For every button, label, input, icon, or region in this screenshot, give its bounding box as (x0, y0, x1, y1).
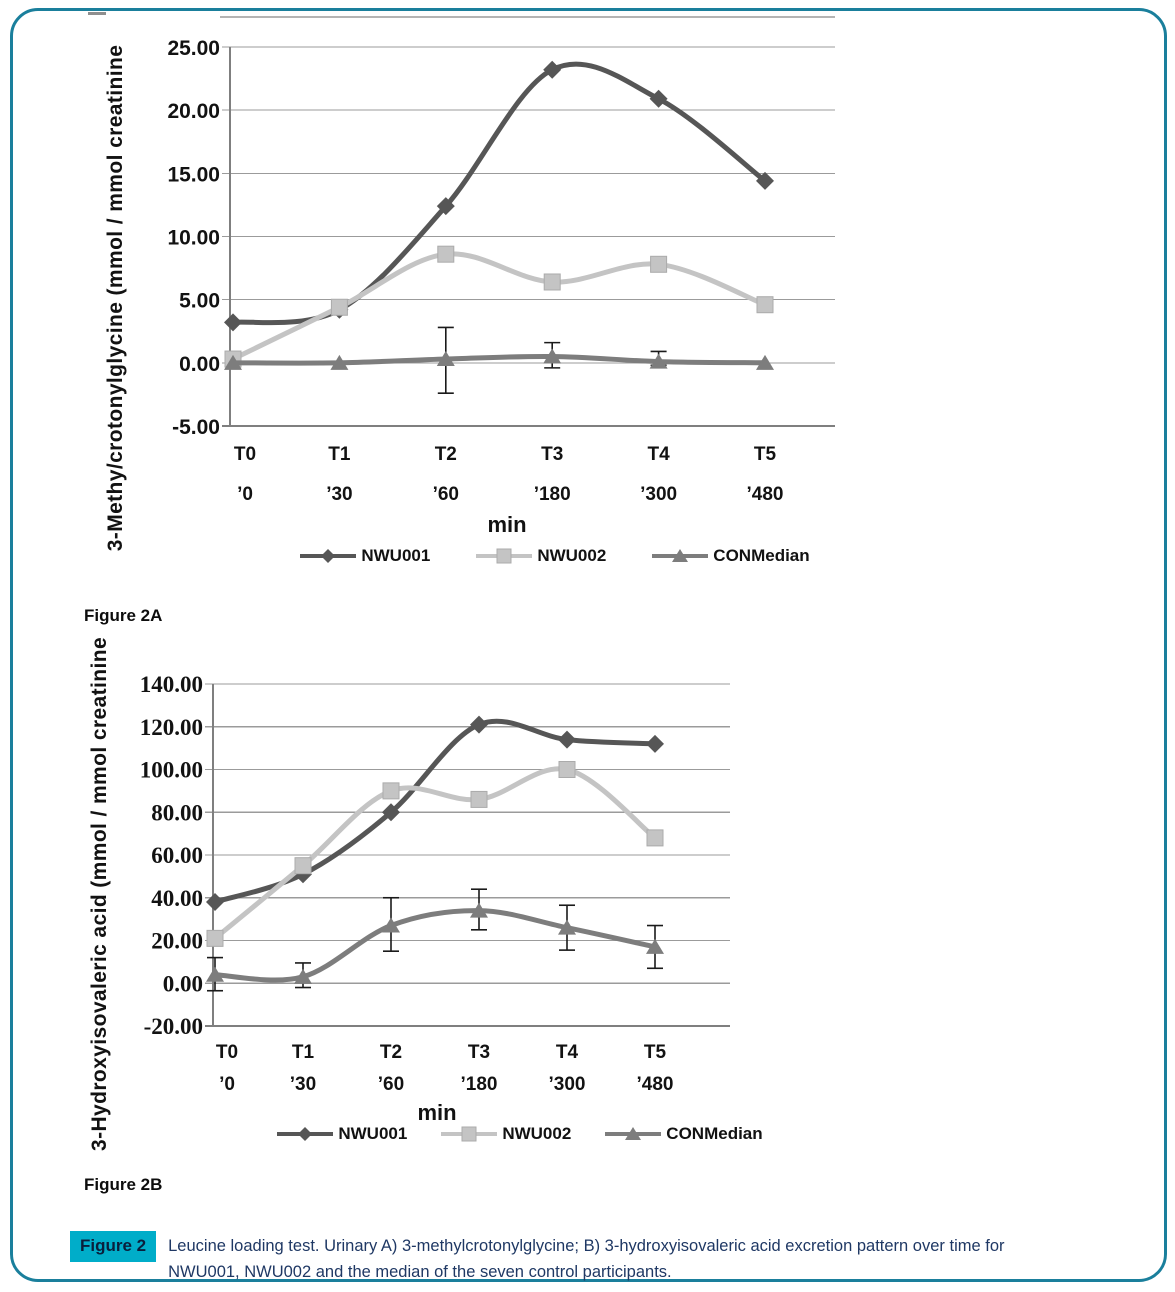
y-tick-labels (140, 672, 203, 1039)
series-line-CONMedian (233, 356, 765, 363)
chart-text: T3 (541, 444, 564, 465)
chart-text: 40.00 (151, 885, 203, 911)
square-marker (383, 783, 399, 799)
series-CONMedian (224, 327, 774, 393)
chart-text: 20.00 (151, 928, 203, 954)
chart-text: ’60 (432, 484, 460, 505)
chart-text: T4 (647, 444, 670, 465)
square-marker (647, 830, 663, 846)
category-labels (216, 1042, 674, 1095)
gridlines (222, 47, 835, 426)
chart-text: T5 (643, 1042, 667, 1063)
figure-2a-chart (104, 17, 835, 551)
figure-caption-text (168, 1231, 1004, 1285)
chart-text: 3-Hydroxyisovaleric acid (mmol / mmol creatinine (88, 636, 111, 1152)
legend-label: NWU002 (502, 1124, 572, 1143)
square-marker (497, 549, 511, 563)
chart-text: -20.00 (143, 1014, 203, 1039)
square-marker (544, 274, 560, 290)
legend-item-CONMedian (605, 1124, 762, 1144)
caption-line-1: Leucine loading test. Urinary A) 3-methylcrotonylglycine; B) 3-hydroxyisovaleric acid excretion pattern over time for (168, 1237, 1005, 1255)
chart-text: ’0 (219, 1074, 235, 1095)
series-NWU002 (225, 246, 773, 367)
square-legend-marker-icon (476, 547, 532, 565)
figure-caption-badge: Figure 2 (70, 1231, 156, 1262)
series-line-NWU001 (233, 64, 765, 323)
chart-text: 0.00 (162, 971, 203, 997)
legend-label: CONMedian (666, 1124, 763, 1143)
square-marker (207, 930, 223, 946)
chart-text: ’480 (746, 484, 784, 505)
chart-text: 60.00 (151, 843, 203, 868)
chart-text: -5.00 (172, 416, 220, 439)
legend-item-NWU001 (277, 1124, 407, 1144)
chart-text: ’30 (326, 484, 353, 505)
legend-item-CONMedian (652, 546, 809, 566)
square-legend-marker-icon (441, 1125, 497, 1143)
square-marker (559, 762, 575, 778)
chart-text: 3-Methy/crotonylglycine (mmol / mmol creatinine (104, 44, 127, 552)
chart-text: 120.00 (139, 714, 203, 740)
chart-text: T2 (379, 1042, 403, 1063)
series-NWU001 (224, 61, 774, 332)
diamond-marker (298, 1127, 312, 1141)
chart-text: ’180 (533, 484, 571, 505)
diamond-marker (224, 313, 242, 331)
square-marker (471, 791, 487, 807)
triangle-legend-marker-icon (605, 1125, 661, 1143)
legend-label: NWU002 (537, 546, 607, 565)
chart-text: T0 (215, 1042, 239, 1063)
diamond-legend-marker-icon (300, 547, 356, 565)
chart-text: T4 (555, 1042, 579, 1063)
figure-2b-legend (240, 1124, 800, 1144)
square-marker (651, 256, 667, 272)
figure-2b-chart (88, 637, 730, 1151)
legend-label: CONMedian (713, 546, 810, 565)
chart-text: min (487, 512, 527, 537)
square-marker (462, 1127, 476, 1141)
chart-text: ’0 (237, 484, 253, 505)
legend-label: NWU001 (338, 1124, 408, 1143)
chart-text: ’30 (289, 1074, 317, 1095)
chart-text: 140.00 (139, 672, 203, 697)
chart-text: min (417, 1100, 457, 1125)
chart-text: ’300 (640, 484, 678, 505)
series-NWU002 (207, 762, 663, 947)
series-NWU001 (206, 716, 664, 911)
chart-text: T0 (233, 444, 257, 465)
square-marker (331, 299, 347, 315)
legend-item-NWU001 (300, 546, 430, 566)
chart-text: ’180 (460, 1074, 498, 1095)
diamond-marker (321, 549, 335, 563)
series-line-NWU002 (233, 254, 765, 359)
diamond-marker (646, 735, 664, 753)
chart-text: T1 (328, 444, 351, 465)
square-marker (757, 297, 773, 313)
diamond-legend-marker-icon (277, 1125, 333, 1143)
figure-2a-legend (245, 546, 865, 566)
diamond-marker (558, 731, 576, 749)
chart-text: ’300 (548, 1074, 586, 1095)
legend-label: NWU001 (361, 546, 431, 565)
diamond-marker (206, 893, 224, 911)
chart-text: 80.00 (151, 800, 203, 826)
legend-item-NWU002 (476, 546, 606, 566)
chart-text: T1 (291, 1042, 315, 1063)
figure-caption (70, 1231, 1005, 1285)
square-marker (438, 246, 454, 262)
chart-text: T2 (434, 444, 457, 465)
dash-artifact (88, 12, 106, 15)
chart-text: 15.00 (167, 163, 220, 187)
chart-text: 20.00 (167, 100, 220, 124)
chart-text: 100.00 (139, 757, 203, 783)
series-line-CONMedian (215, 911, 655, 980)
chart-text: T5 (753, 444, 777, 465)
series-line-NWU001 (215, 721, 655, 902)
triangle-legend-marker-icon (652, 547, 708, 565)
y-tick-labels (167, 37, 220, 439)
category-labels (234, 444, 784, 505)
chart-text: ’480 (636, 1074, 674, 1095)
figure-2a-label: Figure 2A (84, 606, 163, 625)
chart-text: 0.00 (179, 352, 220, 376)
chart-text: ’60 (377, 1074, 405, 1095)
chart-text: 5.00 (179, 289, 220, 313)
diamond-marker (470, 716, 488, 734)
figure-2b-label: Figure 2B (84, 1175, 163, 1194)
gridlines (205, 684, 730, 1026)
square-marker (295, 858, 311, 874)
chart-text: T3 (467, 1042, 491, 1063)
caption-line-2: NWU001, NWU002 and the median of the seven control participants. (168, 1263, 672, 1281)
chart-text: 25.00 (167, 37, 220, 60)
chart-text: 10.00 (167, 226, 220, 250)
legend-item-NWU002 (441, 1124, 571, 1144)
